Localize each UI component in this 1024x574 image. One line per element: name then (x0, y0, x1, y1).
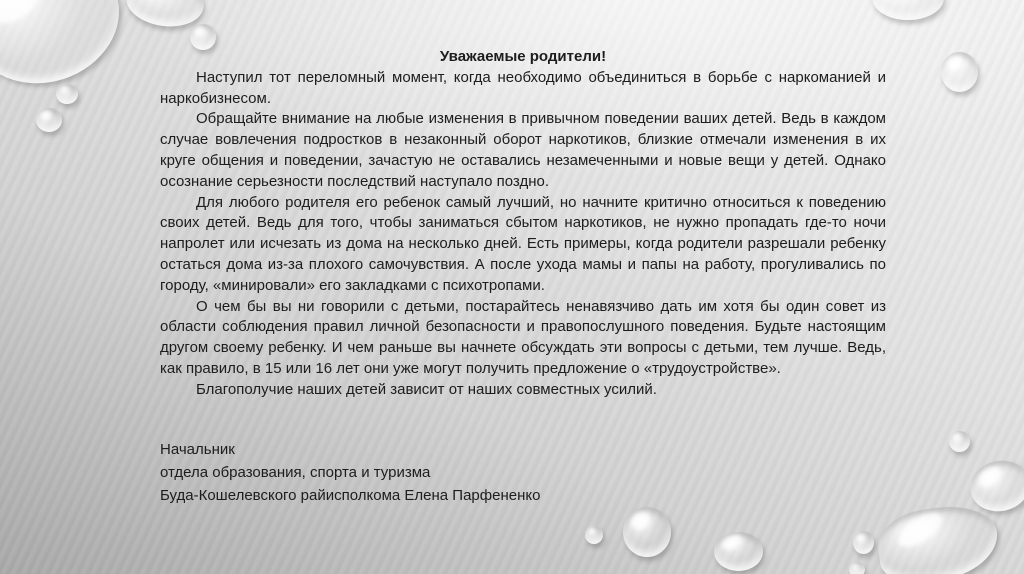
letter-paragraph: Для любого родителя его ребенок самый лучший, но начните критично относиться к поведению своих детей. Ведь для того, чтобы заниматься сбытом наркотиков, не нужно пропадать где-то ночи напролет или исчезать из дома на несколько дней. Есть примеры, когда родители разрешали ребенку остаться дома из-за плохого самочувствия. А после ухода мамы и папы на работу, прогуливались по городу, «минировали» его закладками с психотропами. (160, 193, 886, 294)
water-droplet (872, 0, 944, 20)
letter (160, 47, 886, 507)
water-droplet (123, 0, 207, 31)
water-droplet (949, 431, 970, 452)
water-droplet (849, 562, 865, 574)
signature-line: Начальник (160, 440, 235, 458)
water-droplet (56, 84, 78, 104)
letter-paragraph: Обращайте внимание на любые изменения в привычном поведении ваших детей. Ведь в каждом случае вовлечения подростков в незаконный оборот наркотиков, близкие отмечали изменения в их круге общения и поведении, зачастую не оставались незамеченными и новые вещи у детей. Однако осознание серьезности последствий наступало поздно. (160, 110, 886, 190)
letter-paragraph: Благополучие наших детей зависит от наших совместных усилий. (196, 380, 657, 398)
water-droplet (965, 455, 1024, 516)
water-droplet (36, 108, 62, 132)
water-droplet (0, 0, 136, 102)
water-droplet (623, 507, 671, 557)
signature-line: Буда-Кошелевского райисполкома Елена Парфененко (160, 486, 541, 504)
signature-block (160, 438, 886, 507)
letter-paragraph: Наступил тот переломный момент, когда необходимо объединиться в борьбе с наркоманией и наркобизнесом. (160, 68, 886, 107)
water-droplet (585, 526, 603, 544)
water-droplet (941, 52, 978, 92)
signature-line: отдела образования, спорта и туризма (160, 463, 431, 481)
letter-title: Уважаемые родители! (439, 48, 607, 65)
water-droplet (714, 532, 763, 571)
water-droplet (853, 531, 874, 554)
letter-paragraph: О чем бы вы ни говорили с детьми, постарайтесь ненавязчиво дать им хотя бы один совет из области соблюдения правил личной безопасности и правопослушного поведения. Будьте настоящим другом своему ребенку. И чем раньше вы начнете обсуждать эти вопросы с детьми, тем лучше. Ведь, как правило, в 15 или 16 лет они уже могут получить предложение о «трудоустройстве». (160, 297, 886, 377)
water-droplet (874, 500, 1003, 574)
